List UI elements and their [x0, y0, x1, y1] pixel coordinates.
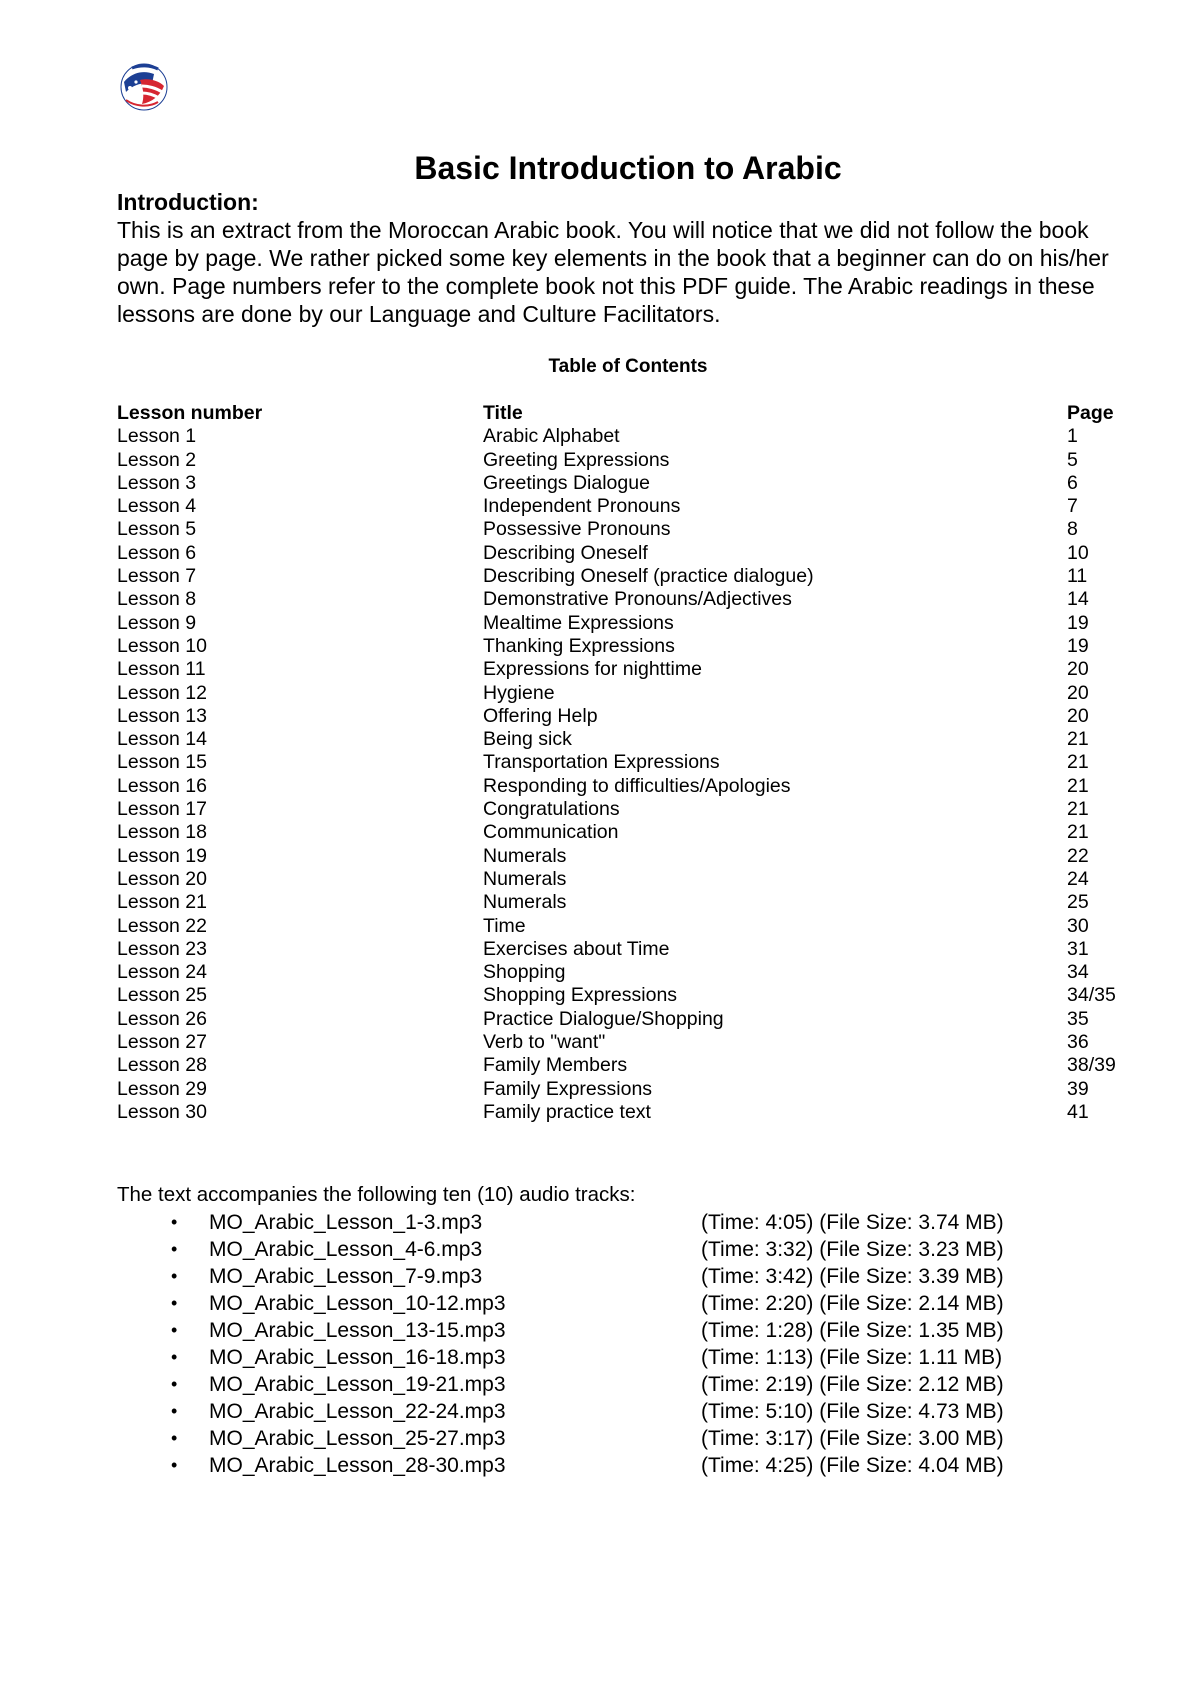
lesson-title-cell: Numerals	[483, 844, 567, 867]
bullet-icon: •	[171, 1320, 178, 1340]
page-number-cell: 5	[1067, 448, 1078, 471]
audio-file-meta: (Time: 1:13) (File Size: 1.11 MB)	[701, 1346, 1003, 1369]
list-item	[117, 1398, 1037, 1425]
lesson-title-cell: Offering Help	[483, 704, 598, 727]
lesson-title-cell: Family practice text	[483, 1100, 651, 1123]
lesson-title-cell: Arabic Alphabet	[483, 425, 620, 448]
page-number-cell: 14	[1067, 588, 1089, 611]
audio-file-name: MO_Arabic_Lesson_28-30.mp3	[209, 1454, 506, 1477]
lesson-number-cell: Lesson 7	[117, 565, 197, 588]
lesson-title-cell: Congratulations	[483, 798, 620, 821]
page-number-cell: 39	[1067, 1077, 1089, 1100]
lesson-title-cell: Transportation Expressions	[483, 751, 720, 774]
page-number-cell: 20	[1067, 704, 1089, 727]
lesson-number-cell: Lesson 29	[117, 1077, 207, 1100]
lesson-number-cell: Lesson 20	[117, 867, 207, 890]
lesson-number-cell: Lesson 25	[117, 984, 207, 1007]
lesson-title-cell: Greetings Dialogue	[483, 471, 650, 494]
page-number-cell: 6	[1067, 471, 1078, 494]
page-number-cell: 21	[1067, 774, 1089, 797]
page-number-cell: 34	[1067, 961, 1089, 984]
lesson-number-cell: Lesson 21	[117, 891, 207, 914]
list-item	[117, 1236, 1037, 1263]
column-header-lesson-number: Lesson number	[117, 402, 263, 424]
lesson-number-cell: Lesson 27	[117, 1031, 207, 1054]
toc-heading: Table of Contents	[548, 356, 708, 377]
audio-file-meta: (Time: 1:28) (File Size: 1.35 MB)	[701, 1319, 1004, 1342]
lesson-title-cell: Exercises about Time	[483, 937, 670, 960]
audio-file-meta: (Time: 3:42) (File Size: 3.39 MB)	[701, 1265, 1004, 1288]
lesson-title-cell: Numerals	[483, 891, 567, 914]
page-number-cell: 34/35	[1067, 984, 1116, 1007]
lesson-number-cell: Lesson 19	[117, 844, 207, 867]
audio-file-name: MO_Arabic_Lesson_4-6.mp3	[209, 1238, 483, 1261]
intro-heading: Introduction:	[117, 189, 259, 215]
lesson-number-cell: Lesson 3	[117, 471, 197, 494]
audio-file-name: MO_Arabic_Lesson_25-27.mp3	[209, 1427, 506, 1450]
bullet-icon: •	[171, 1239, 178, 1259]
list-item	[117, 1290, 1037, 1317]
audio-file-name: MO_Arabic_Lesson_16-18.mp3	[209, 1346, 506, 1369]
audio-file-name: MO_Arabic_Lesson_19-21.mp3	[209, 1373, 506, 1396]
lesson-title-cell: Family Members	[483, 1054, 628, 1077]
page-number-cell: 1	[1067, 425, 1078, 448]
page-number-cell: 20	[1067, 681, 1089, 704]
lesson-title-cell: Numerals	[483, 867, 567, 890]
lesson-number-cell: Lesson 8	[117, 588, 197, 611]
lesson-title-cell: Possessive Pronouns	[483, 518, 671, 541]
lesson-title-cell: Responding to difficulties/Apologies	[483, 774, 791, 797]
lesson-title-cell: Verb to "want"	[483, 1031, 606, 1054]
list-item	[117, 1344, 1037, 1371]
page-number-cell: 11	[1067, 565, 1088, 588]
lesson-number-cell: Lesson 1	[117, 425, 197, 448]
page-number-cell: 7	[1067, 495, 1078, 518]
list-item	[117, 1317, 1037, 1344]
column-header-page: Page	[1067, 402, 1114, 424]
page-number-cell: 41	[1067, 1100, 1089, 1123]
page-number-cell: 10	[1067, 541, 1089, 564]
lesson-number-cell: Lesson 5	[117, 518, 197, 541]
lesson-title-cell: Communication	[483, 821, 619, 844]
audio-file-name: MO_Arabic_Lesson_7-9.mp3	[209, 1265, 483, 1288]
bullet-icon: •	[171, 1347, 178, 1367]
page-number-cell: 21	[1067, 728, 1089, 751]
lesson-number-cell: Lesson 6	[117, 541, 197, 564]
lesson-title-cell: Shopping Expressions	[483, 984, 678, 1007]
lesson-title-cell: Independent Pronouns	[483, 495, 681, 518]
list-item	[117, 1452, 1037, 1479]
page-number-cell: 21	[1067, 798, 1089, 821]
audio-file-meta: (Time: 5:10) (File Size: 4.73 MB)	[701, 1400, 1004, 1423]
page-number-cell: 36	[1067, 1031, 1089, 1054]
bullet-icon: •	[171, 1428, 178, 1448]
audio-file-meta: (Time: 3:32) (File Size: 3.23 MB)	[701, 1238, 1004, 1261]
audio-file-meta: (Time: 2:19) (File Size: 2.12 MB)	[701, 1373, 1004, 1396]
page-number-cell: 21	[1067, 821, 1089, 844]
audio-track-list	[117, 1209, 1037, 1479]
lesson-number-cell: Lesson 12	[117, 681, 207, 704]
audio-file-name: MO_Arabic_Lesson_22-24.mp3	[209, 1400, 506, 1423]
page-number-cell: 24	[1067, 867, 1089, 890]
bullet-icon: •	[171, 1455, 178, 1475]
lesson-title-cell: Mealtime Expressions	[483, 611, 674, 634]
lesson-title-cell: Practice Dialogue/Shopping	[483, 1007, 724, 1030]
lesson-number-cell: Lesson 10	[117, 634, 207, 657]
page-number-cell: 31	[1067, 937, 1089, 960]
intro-paragraph: This is an extract from the Moroccan Arabic book. You will notice that we did not follow the book page by page. We rather picked some key elements in the book that a beginner can do on his/her own. Page numbers refer to the complete book not this PDF guide. The Arabic readings in these lessons are done by our Language and Culture Facilitators.	[117, 217, 1109, 327]
bullet-icon: •	[171, 1266, 178, 1286]
lesson-title-cell: Describing Oneself	[483, 541, 648, 564]
list-item	[117, 1425, 1037, 1452]
lesson-title-cell: Shopping	[483, 961, 566, 984]
lesson-title-cell: Thanking Expressions	[483, 634, 675, 657]
audio-intro: The text accompanies the following ten (10) audio tracks:	[117, 1183, 636, 1206]
lesson-title-cell: Expressions for nighttime	[483, 658, 702, 681]
audio-file-name: MO_Arabic_Lesson_1-3.mp3	[209, 1211, 483, 1234]
lesson-title-cell: Family Expressions	[483, 1077, 653, 1100]
lesson-number-cell: Lesson 22	[117, 914, 207, 937]
page-number-cell: 19	[1067, 634, 1089, 657]
lesson-number-cell: Lesson 26	[117, 1007, 207, 1030]
lesson-number-cell: Lesson 28	[117, 1054, 207, 1077]
lesson-title-cell: Describing Oneself (practice dialogue)	[483, 565, 814, 588]
lesson-number-cell: Lesson 9	[117, 611, 197, 634]
list-item	[117, 1263, 1037, 1290]
lesson-number-cell: Lesson 2	[117, 448, 197, 471]
bullet-icon: •	[171, 1401, 178, 1421]
lesson-number-cell: Lesson 11	[117, 658, 206, 681]
audio-file-name: MO_Arabic_Lesson_13-15.mp3	[209, 1319, 506, 1342]
bullet-icon: •	[171, 1374, 178, 1394]
column-header-title: Title	[483, 402, 523, 424]
lesson-number-cell: Lesson 18	[117, 821, 207, 844]
lesson-number-cell: Lesson 30	[117, 1100, 207, 1123]
lesson-number-cell: Lesson 4	[117, 495, 197, 518]
page-number-cell: 19	[1067, 611, 1089, 634]
audio-file-name: MO_Arabic_Lesson_10-12.mp3	[209, 1292, 506, 1315]
document-title: Basic Introduction to Arabic	[414, 150, 842, 186]
lesson-title-cell: Greeting Expressions	[483, 448, 670, 471]
page-number-cell: 22	[1067, 844, 1089, 867]
lesson-title-cell: Time	[483, 914, 526, 937]
page-number-cell: 21	[1067, 751, 1089, 774]
lesson-title-cell: Hygiene	[483, 681, 555, 704]
peace-corps-logo-icon	[118, 62, 170, 112]
bullet-icon: •	[171, 1293, 178, 1313]
lesson-title-cell: Demonstrative Pronouns/Adjectives	[483, 588, 792, 611]
page-number-cell: 20	[1067, 658, 1089, 681]
lesson-number-cell: Lesson 13	[117, 704, 207, 727]
lesson-title-cell: Being sick	[483, 728, 572, 751]
lesson-number-cell: Lesson 15	[117, 751, 207, 774]
lesson-number-cell: Lesson 14	[117, 728, 207, 751]
bullet-icon: •	[171, 1212, 178, 1232]
list-item	[117, 1209, 1037, 1236]
page-number-cell: 8	[1067, 518, 1078, 541]
page-number-cell: 30	[1067, 914, 1089, 937]
page-number-cell: 25	[1067, 891, 1089, 914]
page-number-cell: 38/39	[1067, 1054, 1116, 1077]
lesson-number-cell: Lesson 16	[117, 774, 207, 797]
list-item	[117, 1371, 1037, 1398]
audio-file-meta: (Time: 4:05) (File Size: 3.74 MB)	[701, 1211, 1004, 1234]
audio-file-meta: (Time: 4:25) (File Size: 4.04 MB)	[701, 1454, 1004, 1477]
page-number-cell: 35	[1067, 1007, 1089, 1030]
lesson-number-cell: Lesson 24	[117, 961, 207, 984]
audio-file-meta: (Time: 3:17) (File Size: 3.00 MB)	[701, 1427, 1004, 1450]
audio-file-meta: (Time: 2:20) (File Size: 2.14 MB)	[701, 1292, 1004, 1315]
lesson-number-cell: Lesson 23	[117, 937, 207, 960]
lesson-number-cell: Lesson 17	[117, 798, 207, 821]
